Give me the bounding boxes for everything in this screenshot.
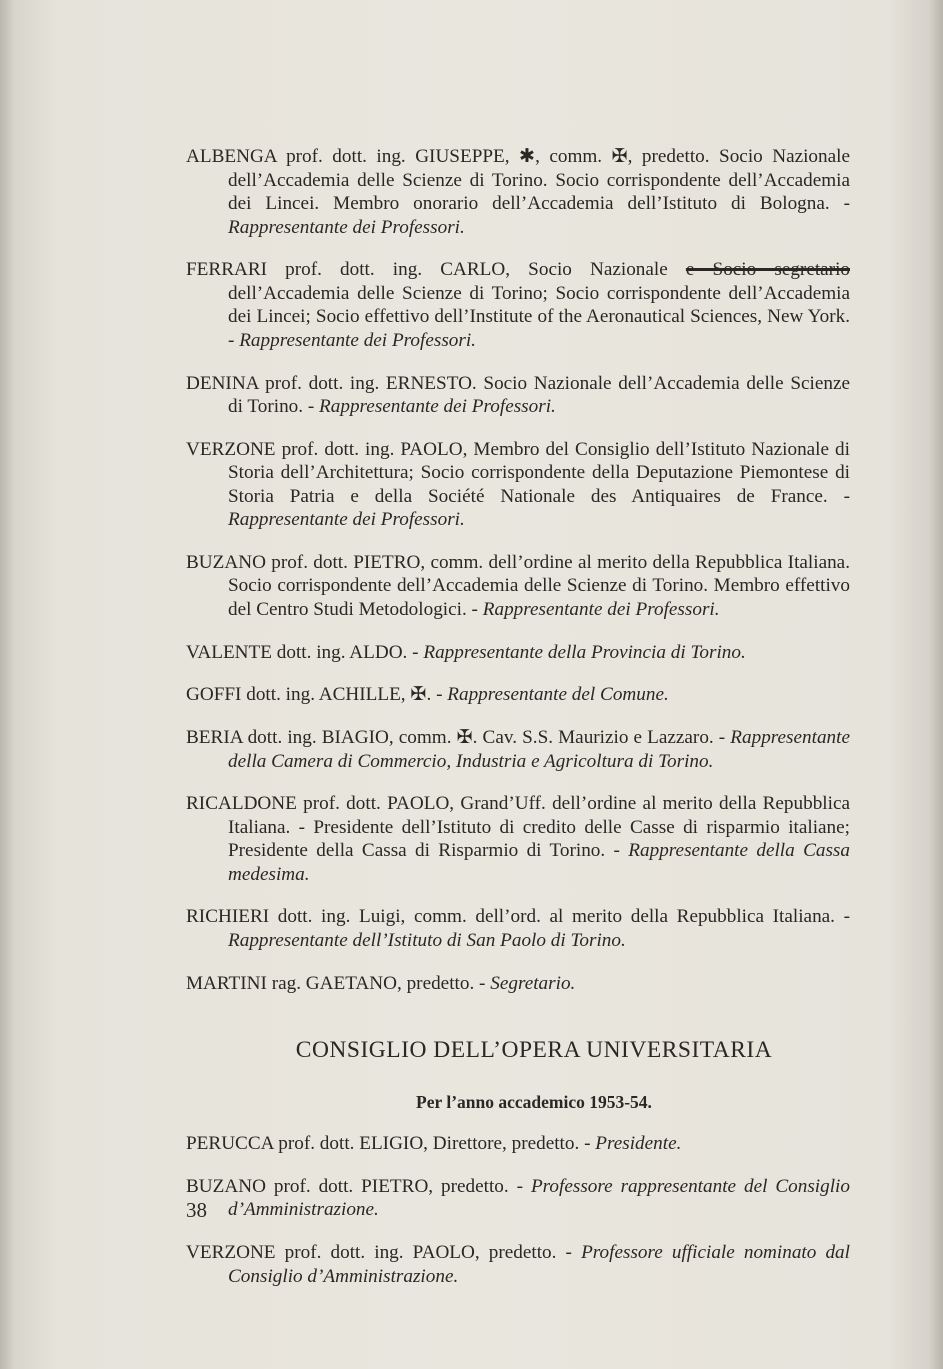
entry-text: VALENTE dott. ing. ALDO. -: [186, 641, 424, 663]
entry-role: Rappresentante dei Professori.: [319, 396, 556, 418]
entry-text: RICALDONE prof. dott. PAOLO, Grand’Uff. dell’ordine al merito della Repubblica Italiana. - Presidente dell’Istituto di credito delle Casse di risparmio italiane; Presidente della Cassa di Risparmio di Torino. -: [186, 793, 850, 862]
entry-text: PERUCCA prof. dott. ELIGIO, Direttore, predetto. -: [186, 1133, 596, 1155]
entry-role: Rappresentante della Cassa medesima.: [228, 840, 850, 885]
entry-verzone-council: [186, 1241, 850, 1288]
entry-role: Presidente.: [595, 1133, 682, 1155]
entry-role: Rappresentante del Comune.: [447, 684, 669, 706]
entry-role: Professore ufficiale nominato dal Consiglio d’Amministrazione.: [228, 1242, 850, 1287]
entry-role: Rappresentante dei Professori.: [228, 509, 465, 531]
entry-text: MARTINI rag. GAETANO, predetto. -: [186, 972, 491, 994]
entry-text: BUZANO prof. dott. PIETRO, predetto. -: [186, 1175, 531, 1197]
section-title: CONSIGLIO DELL’OPERA UNIVERSITARIA: [295, 1037, 773, 1064]
entry-text: BUZANO prof. dott. PIETRO, comm. dell’ordine al merito della Repubblica Italiana. Socio corrispondente dell’Accademia delle Scienze di Torino. Membro effettivo del Centro Studi Metodologici. -: [186, 551, 850, 620]
page-number: 38: [186, 1198, 207, 1222]
entry-role: Rappresentante della Provincia di Torino.: [423, 641, 746, 663]
entry-denina: [186, 372, 850, 419]
entry-buzano: [186, 551, 850, 622]
struck-text: e Socio segretario: [685, 259, 850, 281]
entry-martini: [186, 972, 850, 996]
entry-ferrari: [186, 258, 850, 352]
entry-text: RICHIERI dott. ing. Luigi, comm. dell’ord. al merito della Repubblica Italiana. -: [186, 906, 850, 928]
entry-richieri: [186, 905, 850, 952]
entry-buzano-council: [186, 1175, 850, 1222]
entry-text: ALBENGA prof. dott. ing. GIUSEPPE, ✱, comm. ✠, predetto. Socio Nazionale dell’Accademia delle Scienze di Torino. Socio corrispondente dell’Accademia dei Lincei. Membro onorario dell’Accademia dell’Istituto di Bologna. -: [186, 146, 850, 215]
entry-text: VERZONE prof. dott. ing. PAOLO, predetto. -: [186, 1242, 582, 1264]
page-shadow-left: [0, 0, 14, 1369]
entry-ricaldone: [186, 792, 850, 886]
entry-beria: [186, 726, 850, 773]
entry-text: dell’Accademia delle Scienze di Torino; Socio corrispondente dell’Accademia dei Lincei; Socio effettivo dell’Institute of the Aeronautical Sciences, New York. -: [228, 282, 850, 351]
entry-role: Rappresentante dei Professori.: [239, 329, 476, 351]
entry-text: VERZONE prof. dott. ing. PAOLO, Membro del Consiglio dell’Istituto Nazionale di Storia dell’Architettura; Socio corrispondente della Deputazione Piemontese di Storia Patria e della Société Nationale des Antiquaires de France. -: [186, 438, 850, 507]
entry-text: BERIA dott. ing. BIAGIO, comm. ✠. Cav. S.S. Maurizio e Lazzaro. -: [186, 727, 731, 748]
entry-role: Segretario.: [490, 972, 576, 994]
entry-role: Rappresentante dei Professori.: [228, 216, 465, 238]
entry-role: Rappresentante dell’Istituto di San Paolo di Torino.: [228, 929, 626, 951]
entry-text: DENINA prof. dott. ing. ERNESTO. Socio Nazionale dell’Accademia delle Scienze di Torino. -: [186, 372, 850, 418]
entry-role: Rappresentante dei Professori.: [482, 598, 720, 620]
entry-role: Rappresentante della Camera di Commercio, Industria e Agricoltura di Torino.: [228, 727, 850, 772]
entry-text: FERRARI prof. dott. ing. CARLO, Socio Nazionale: [186, 259, 686, 281]
section-subtitle: Per l’anno accademico 1953-54.: [416, 1092, 652, 1113]
entry-albenga: [186, 145, 850, 239]
entry-role: Professore rappresentante del Consiglio d’Amministrazione.: [228, 1175, 850, 1221]
entry-perucca: [186, 1132, 850, 1156]
page-content: [186, 126, 850, 1298]
page-shadow-right: [929, 0, 943, 1369]
entry-goffi: [186, 683, 850, 707]
entry-verzone: [186, 438, 850, 532]
entry-valente: [186, 641, 850, 665]
entry-text: GOFFI dott. ing. ACHILLE, ✠. -: [186, 684, 448, 706]
